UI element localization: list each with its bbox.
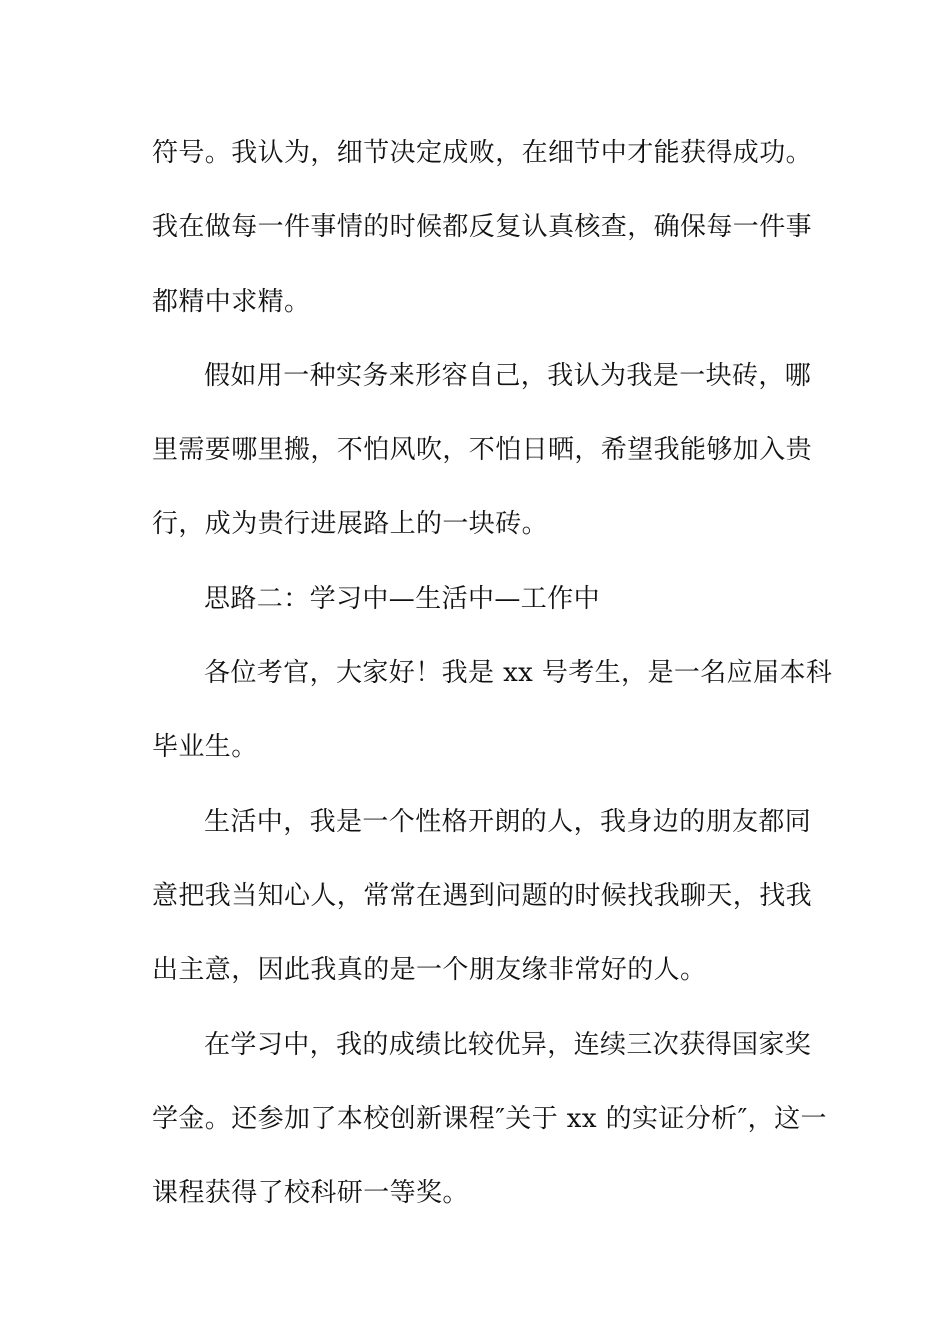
paragraph-first-line: 生活中，我是一个性格开朗的人，我身边的朋友都同 — [204, 806, 812, 837]
paragraph-first-line: 假如用一种实务来形容自己，我认为我是一块砖，哪 — [204, 360, 812, 391]
text-line: 意把我当知心人，常常在遇到问题的时候找我聊天，找我 — [152, 880, 813, 911]
text-line: 行，成为贵行进展路上的一块砖。 — [152, 509, 549, 540]
document-body — [152, 116, 833, 1230]
text-line: 都精中求精。 — [152, 286, 311, 317]
text-line: 符号。我认为，细节决定成败，在细节中才能获得成功。 — [152, 138, 813, 168]
text-line: 毕业生。 — [152, 732, 258, 763]
text-line: 学金。还参加了本校创新课程″关于 xx 的实证分析″，这一 — [152, 1103, 827, 1134]
text-line: 课程获得了校科研一等奖。 — [152, 1178, 469, 1209]
text-line: 我在做每一件事情的时候都反复认真核查，确保每一件事 — [152, 212, 813, 243]
text-line: 里需要哪里搬，不怕风吹，不怕日晒，希望我能够加入贵 — [152, 435, 813, 466]
paragraph-first-line: 在学习中，我的成绩比较优异，连续三次获得国家奖 — [204, 1029, 812, 1060]
section-heading: 思路二：学习中—生活中—工作中 — [204, 583, 601, 614]
text-line: 出主意，因此我真的是一个朋友缘非常好的人。 — [152, 955, 707, 986]
paragraph-first-line: 各位考官，大家好！我是 xx 号考生，是一名应届本科 — [204, 658, 833, 689]
